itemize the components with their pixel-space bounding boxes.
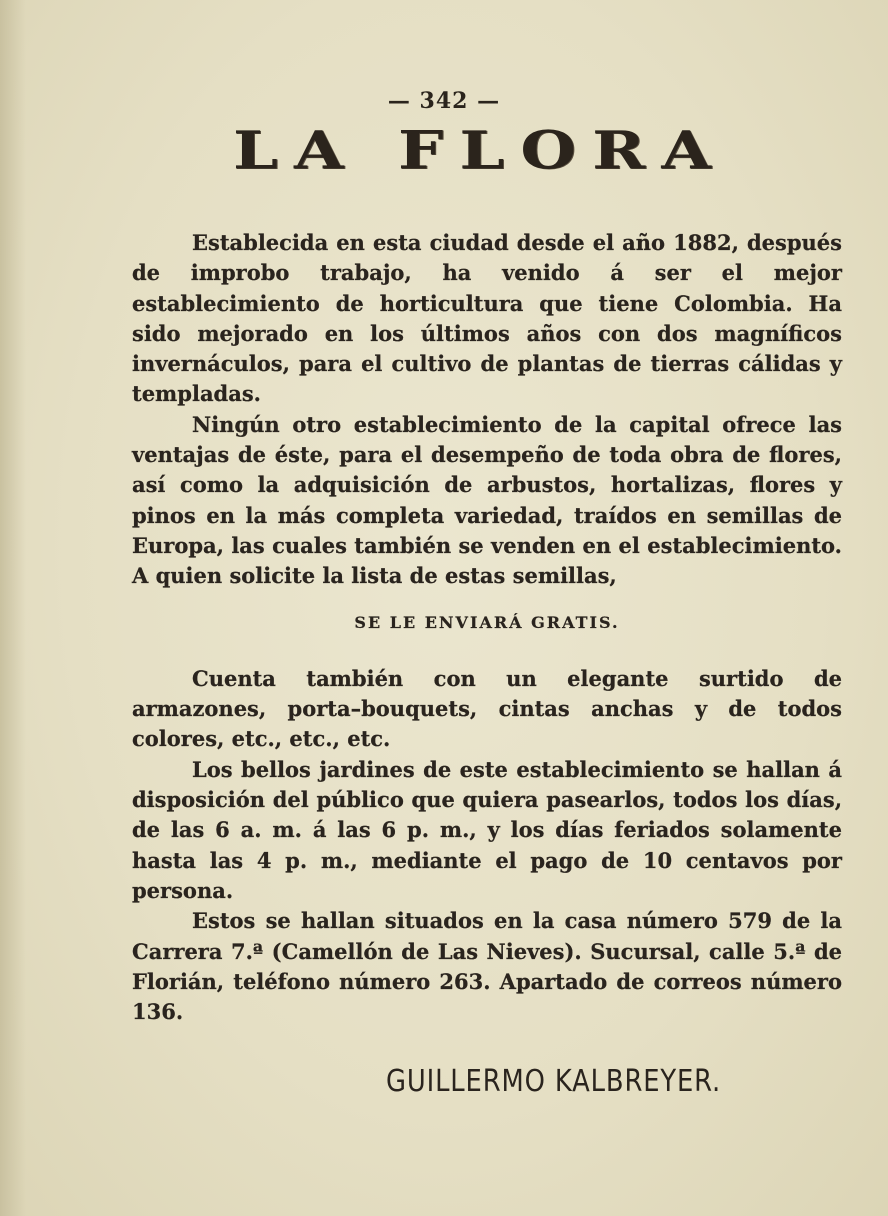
page-edge-shadow: [0, 0, 26, 1216]
paragraph: Establecida en esta ciudad desde el año 1882, después de improbo trabajo, ha venido á ser el mejor establecimiento de horticultura que tiene Colombia. Ha sido mejorado en los últimos años con dos magníficos invernáculos, para el cultivo de plantas de tierras cálidas y templadas.: [132, 230, 842, 407]
advertisement-body: [132, 228, 842, 1027]
page-title: LA FLORA: [233, 120, 727, 182]
paragraph: Ningún otro establecimiento de la capital ofrece las ventajas de éste, para el desempeño de toda obra de flores, así como la adquisición de arbustos, hortalizas, flores y pinos en la más completa variedad, traídos en semillas de Europa, las cuales también se venden en el establecimiento. A quien solicite la lista de estas semillas,: [132, 411, 842, 589]
paragraph: Los bellos jardines de este establecimiento se hallan á disposición del público que quiera pasearlos, todos los días, de las 6 a. m. á las 6 p. m., y los días feriados solamente hasta las 4 p. m., mediante el pago de 10 centavos por persona.: [132, 756, 842, 903]
paragraph: Estos se hallan situados en la casa número 579 de la Carrera 7.ª (Camellón de Las Nieves). Sucursal, calle 5.ª de Florián, teléfono número 263. Apartado de correos número 136.: [132, 908, 842, 1025]
page-number: — 342 —: [387, 88, 501, 114]
signature: GUILLERMO KALBREYER.: [386, 1064, 722, 1099]
paragraph: Cuenta también con un elegante surtido de armazones, porta–bouquets, cintas anchas y de todos colores, etc., etc., etc.: [132, 665, 842, 752]
notice-line: SE LE ENVIARÁ GRATIS.: [354, 612, 620, 632]
